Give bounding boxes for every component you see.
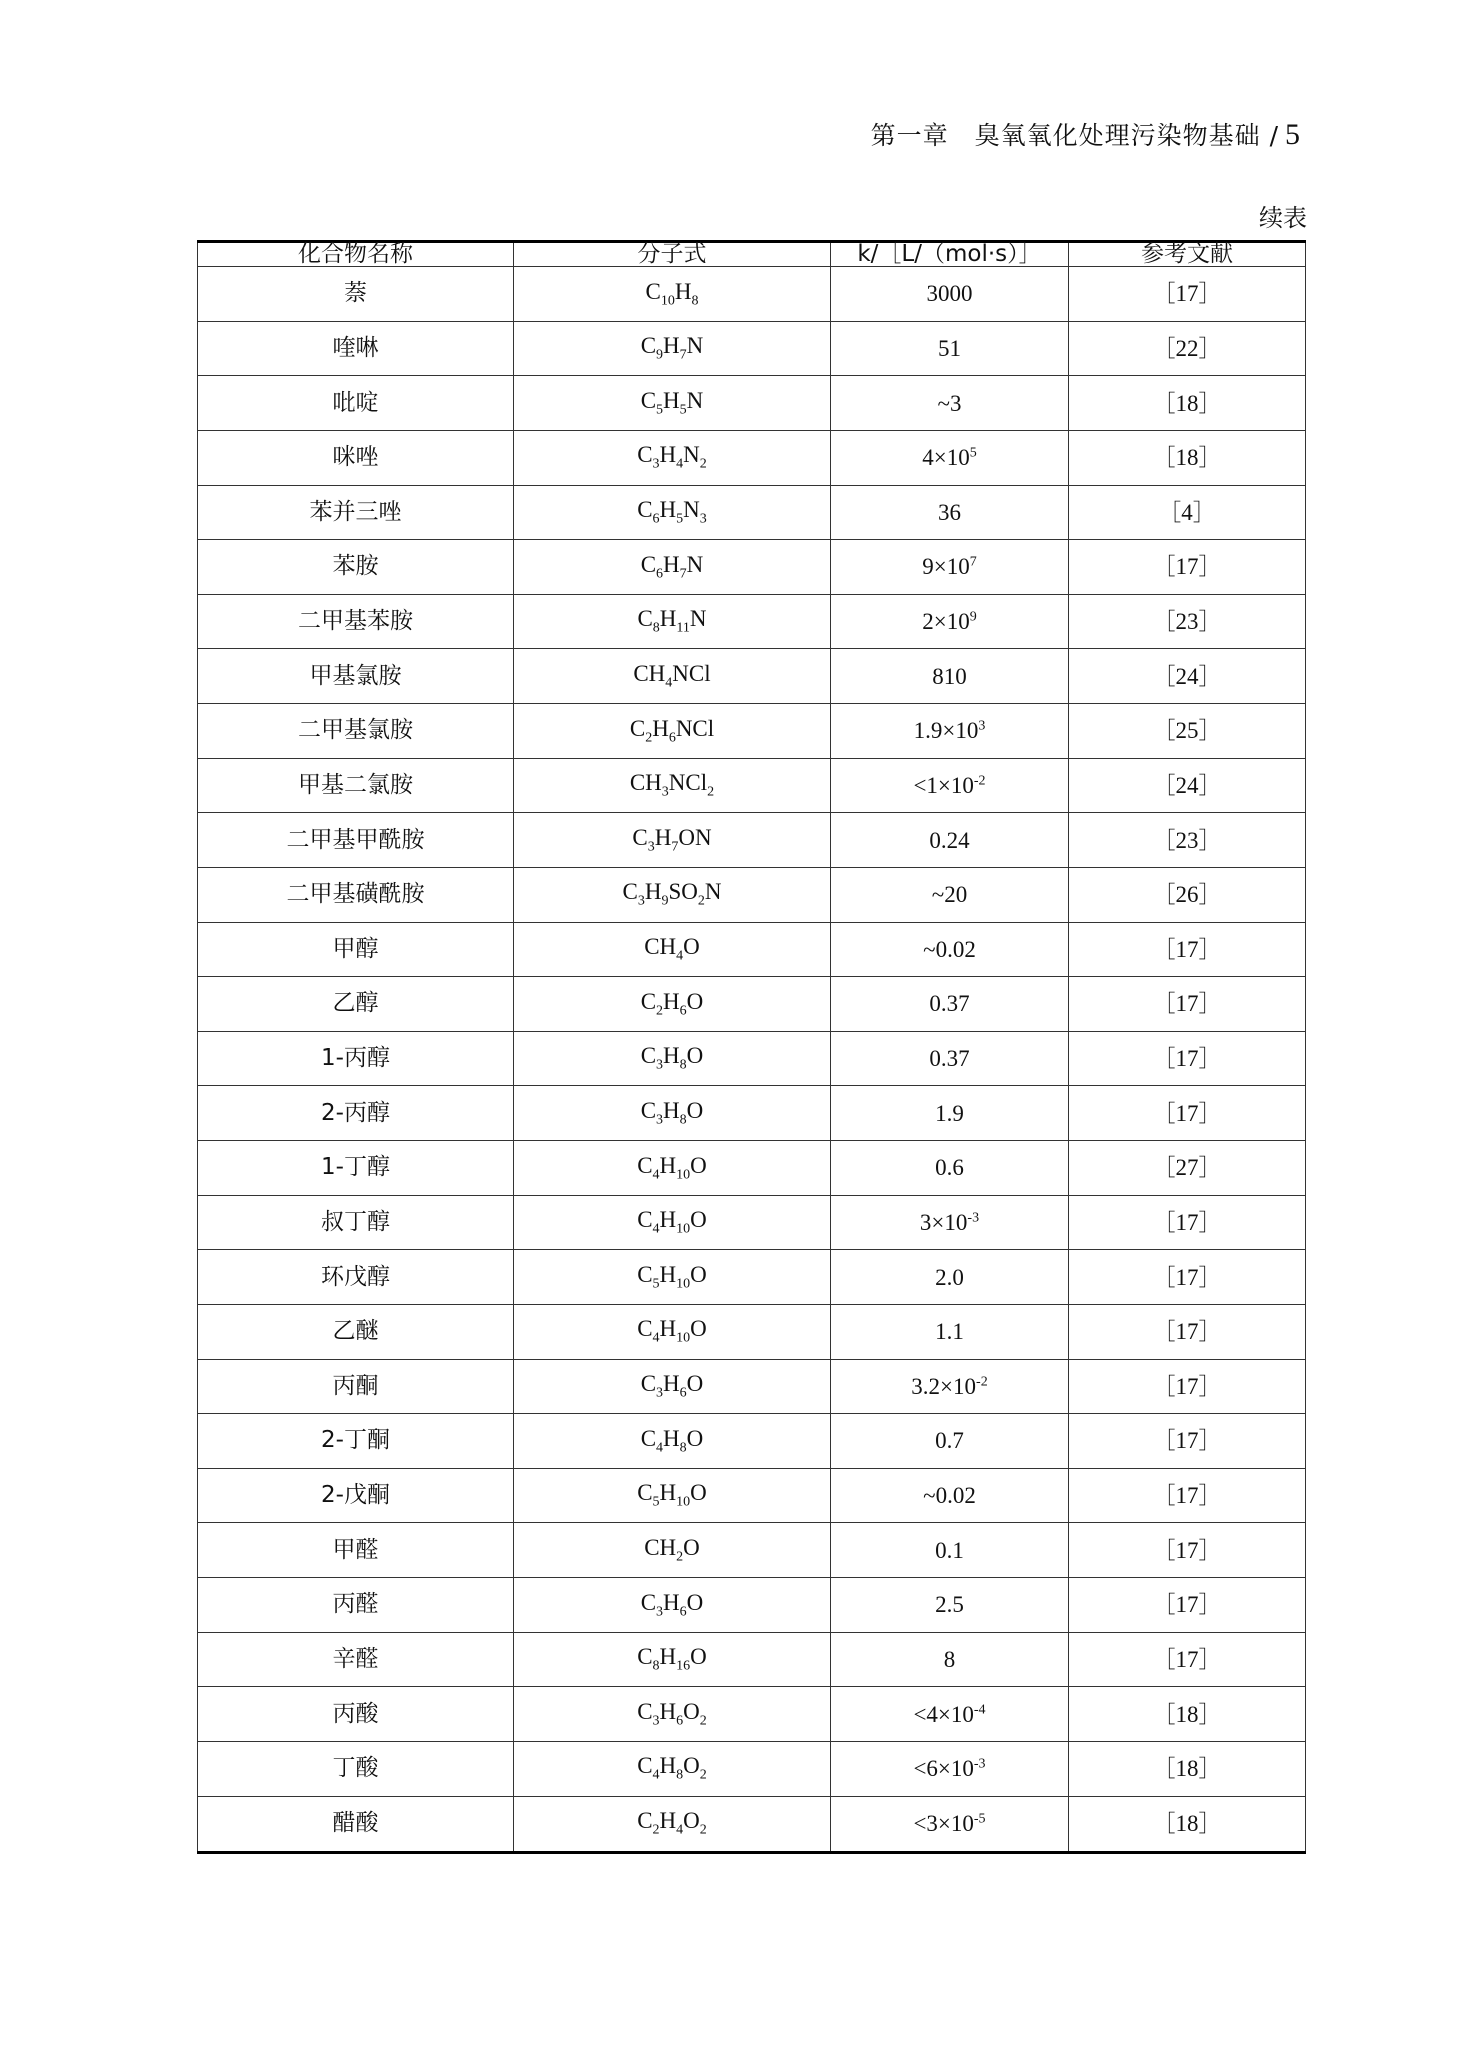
- formula-cell: $C_5H_{10}O$: [514, 1250, 831, 1305]
- rate-constant-cell: ~3: [831, 376, 1069, 431]
- reference-cell: ［18］: [1069, 1687, 1306, 1742]
- reference-cell: ［18］: [1069, 1741, 1306, 1796]
- formula-cell: $C_3H_6O_2$: [514, 1687, 831, 1742]
- compound-name-cell: 二甲基磺酰胺: [198, 867, 514, 922]
- formula-cell: $C_2H_4O_2$: [514, 1796, 831, 1853]
- table-row: [198, 758, 1306, 813]
- table-row: [198, 1796, 1306, 1853]
- column-header-reference: 参考文献: [1069, 242, 1306, 267]
- table-body: [198, 267, 1306, 1853]
- rate-constant-cell: 8: [831, 1632, 1069, 1687]
- reference-cell: ［4］: [1069, 485, 1306, 540]
- rate-constant-cell: ~0.02: [831, 1468, 1069, 1523]
- formula-cell: $C_3H_7ON$: [514, 813, 831, 868]
- table-row: [198, 1195, 1306, 1250]
- rate-constant-cell: $2\times 10^9$: [831, 594, 1069, 649]
- rate-constant-cell: $<6\times 10^{-3}$: [831, 1741, 1069, 1796]
- reference-cell: ［17］: [1069, 1632, 1306, 1687]
- reference-cell: ［26］: [1069, 867, 1306, 922]
- compound-name-cell: 1-丙醇: [198, 1031, 514, 1086]
- rate-constant-cell: $1.9\times 10^3$: [831, 704, 1069, 759]
- formula-cell: $C_6H_5N_3$: [514, 485, 831, 540]
- compound-name-cell: 苯并三唑: [198, 485, 514, 540]
- rate-constant-cell: 2.5: [831, 1578, 1069, 1633]
- compound-name-cell: 丙醛: [198, 1578, 514, 1633]
- table-row: [198, 1741, 1306, 1796]
- formula-cell: $C_9H_7N$: [514, 321, 831, 376]
- column-header-rate-constant: k/［L/（mol·s）］: [831, 242, 1069, 267]
- compound-name-cell: 丁酸: [198, 1741, 514, 1796]
- rate-constant-cell: 0.6: [831, 1141, 1069, 1196]
- compound-name-cell: 叔丁醇: [198, 1195, 514, 1250]
- page-number: 5: [1285, 118, 1301, 151]
- table-row: [198, 485, 1306, 540]
- rate-constant-cell: 0.37: [831, 977, 1069, 1032]
- table-row: [198, 376, 1306, 431]
- reference-cell: ［17］: [1069, 1195, 1306, 1250]
- table-row: [198, 813, 1306, 868]
- reference-cell: ［18］: [1069, 376, 1306, 431]
- formula-cell: $C_4H_8O_2$: [514, 1741, 831, 1796]
- table-row: [198, 1468, 1306, 1523]
- table-row: [198, 594, 1306, 649]
- compound-name-cell: 二甲基氯胺: [198, 704, 514, 759]
- formula-cell: $CH_4NCl$: [514, 649, 831, 704]
- table-row: [198, 321, 1306, 376]
- running-header: [871, 116, 1301, 152]
- column-header-compound-name: 化合物名称: [198, 242, 514, 267]
- table-row: [198, 1632, 1306, 1687]
- reference-cell: ［18］: [1069, 430, 1306, 485]
- table-row: [198, 1359, 1306, 1414]
- continued-table-label: 续表: [1259, 204, 1307, 232]
- reference-cell: ［17］: [1069, 1250, 1306, 1305]
- reference-cell: ［24］: [1069, 758, 1306, 813]
- formula-cell: $CH_4O$: [514, 922, 831, 977]
- reference-cell: ［17］: [1069, 1468, 1306, 1523]
- table-row: [198, 1141, 1306, 1196]
- reference-cell: ［17］: [1069, 1523, 1306, 1578]
- reference-cell: ［17］: [1069, 1359, 1306, 1414]
- rate-constant-cell: 0.24: [831, 813, 1069, 868]
- reference-cell: ［17］: [1069, 267, 1306, 322]
- table-row: [198, 1304, 1306, 1359]
- compound-name-cell: 甲醇: [198, 922, 514, 977]
- reference-cell: ［17］: [1069, 922, 1306, 977]
- formula-cell: $CH_2O$: [514, 1523, 831, 1578]
- compound-name-cell: 醋酸: [198, 1796, 514, 1853]
- reference-cell: ［22］: [1069, 321, 1306, 376]
- table-row: [198, 1523, 1306, 1578]
- formula-cell: $C_2H_6NCl$: [514, 704, 831, 759]
- reference-cell: ［24］: [1069, 649, 1306, 704]
- rate-constant-cell: 51: [831, 321, 1069, 376]
- formula-cell: $C_3H_9SO_2N$: [514, 867, 831, 922]
- compound-name-cell: 2-丙醇: [198, 1086, 514, 1141]
- rate-constant-cell: 1.9: [831, 1086, 1069, 1141]
- reference-cell: ［17］: [1069, 1414, 1306, 1469]
- compound-name-cell: 辛醛: [198, 1632, 514, 1687]
- compound-name-cell: 2-丁酮: [198, 1414, 514, 1469]
- compound-name-cell: 甲基氯胺: [198, 649, 514, 704]
- table-row: [198, 1578, 1306, 1633]
- formula-cell: $C_5H_{10}O$: [514, 1468, 831, 1523]
- formula-cell: $C_2H_6O$: [514, 977, 831, 1032]
- rate-constant-cell: 1.1: [831, 1304, 1069, 1359]
- rate-constant-cell: 0.7: [831, 1414, 1069, 1469]
- table-row: [198, 1031, 1306, 1086]
- rate-constant-cell: 0.37: [831, 1031, 1069, 1086]
- rate-constant-cell: $4\times 10^5$: [831, 430, 1069, 485]
- formula-cell: $C_4H_{10}O$: [514, 1195, 831, 1250]
- table-row: [198, 922, 1306, 977]
- table-row: [198, 1086, 1306, 1141]
- table-row: [198, 867, 1306, 922]
- reference-cell: ［18］: [1069, 1796, 1306, 1853]
- rate-constant-cell: 0.1: [831, 1523, 1069, 1578]
- compound-name-cell: 乙醚: [198, 1304, 514, 1359]
- formula-cell: $C_4H_{10}O$: [514, 1304, 831, 1359]
- formula-cell: $CH_3NCl_2$: [514, 758, 831, 813]
- rate-constant-table: [197, 240, 1306, 1854]
- rate-constant-cell: $3.2\times 10^{-2}$: [831, 1359, 1069, 1414]
- compound-name-cell: 咪唑: [198, 430, 514, 485]
- rate-constant-cell: 36: [831, 485, 1069, 540]
- formula-cell: $C_3H_4N_2$: [514, 430, 831, 485]
- formula-cell: $C_{10}H_8$: [514, 267, 831, 322]
- rate-constant-cell: $9\times 10^7$: [831, 540, 1069, 595]
- table-row: [198, 1687, 1306, 1742]
- column-header-formula: 分子式: [514, 242, 831, 267]
- compound-name-cell: 喹啉: [198, 321, 514, 376]
- rate-constant-cell: ~20: [831, 867, 1069, 922]
- compound-name-cell: 2-戊酮: [198, 1468, 514, 1523]
- rate-constant-cell: $<4\times 10^{-4}$: [831, 1687, 1069, 1742]
- rate-constant-cell: 3000: [831, 267, 1069, 322]
- formula-cell: $C_5H_5N$: [514, 376, 831, 431]
- table-header-row: [198, 242, 1306, 267]
- formula-cell: $C_8H_{11}N$: [514, 594, 831, 649]
- formula-cell: $C_3H_8O$: [514, 1031, 831, 1086]
- formula-cell: $C_3H_6O$: [514, 1359, 831, 1414]
- compound-name-cell: 丙酸: [198, 1687, 514, 1742]
- rate-constant-cell: $3\times 10^{-3}$: [831, 1195, 1069, 1250]
- formula-cell: $C_4H_{10}O$: [514, 1141, 831, 1196]
- table-row: [198, 430, 1306, 485]
- reference-cell: ［17］: [1069, 1031, 1306, 1086]
- compound-name-cell: 甲基二氯胺: [198, 758, 514, 813]
- compound-name-cell: 萘: [198, 267, 514, 322]
- reference-cell: ［17］: [1069, 540, 1306, 595]
- compound-name-cell: 二甲基甲酰胺: [198, 813, 514, 868]
- formula-cell: $C_3H_6O$: [514, 1578, 831, 1633]
- table-row: [198, 1414, 1306, 1469]
- table-row: [198, 649, 1306, 704]
- reference-cell: ［23］: [1069, 594, 1306, 649]
- table-row: [198, 977, 1306, 1032]
- formula-cell: $C_8H_{16}O$: [514, 1632, 831, 1687]
- reference-cell: ［23］: [1069, 813, 1306, 868]
- rate-constant-cell: 810: [831, 649, 1069, 704]
- table-row: [198, 1250, 1306, 1305]
- rate-constant-cell: 2.0: [831, 1250, 1069, 1305]
- compound-name-cell: 乙醇: [198, 977, 514, 1032]
- formula-cell: $C_6H_7N$: [514, 540, 831, 595]
- rate-constant-cell: ~0.02: [831, 922, 1069, 977]
- compound-name-cell: 苯胺: [198, 540, 514, 595]
- compound-name-cell: 环戊醇: [198, 1250, 514, 1305]
- formula-cell: $C_3H_8O$: [514, 1086, 831, 1141]
- compound-name-cell: 吡啶: [198, 376, 514, 431]
- compound-name-cell: 二甲基苯胺: [198, 594, 514, 649]
- reference-cell: ［17］: [1069, 1304, 1306, 1359]
- reference-cell: ［17］: [1069, 977, 1306, 1032]
- chapter-title: 第一章 臭氧氧化处理污染物基础 /: [870, 121, 1279, 150]
- reference-cell: ［27］: [1069, 1141, 1306, 1196]
- reference-cell: ［17］: [1069, 1086, 1306, 1141]
- table-row: [198, 267, 1306, 322]
- reference-cell: ［17］: [1069, 1578, 1306, 1633]
- table-row: [198, 540, 1306, 595]
- compound-name-cell: 丙酮: [198, 1359, 514, 1414]
- formula-cell: $C_4H_8O$: [514, 1414, 831, 1469]
- compound-name-cell: 1-丁醇: [198, 1141, 514, 1196]
- table-row: [198, 704, 1306, 759]
- reference-cell: ［25］: [1069, 704, 1306, 759]
- compound-name-cell: 甲醛: [198, 1523, 514, 1578]
- rate-constant-cell: $<1\times 10^{-2}$: [831, 758, 1069, 813]
- rate-constant-cell: $<3\times 10^{-5}$: [831, 1796, 1069, 1853]
